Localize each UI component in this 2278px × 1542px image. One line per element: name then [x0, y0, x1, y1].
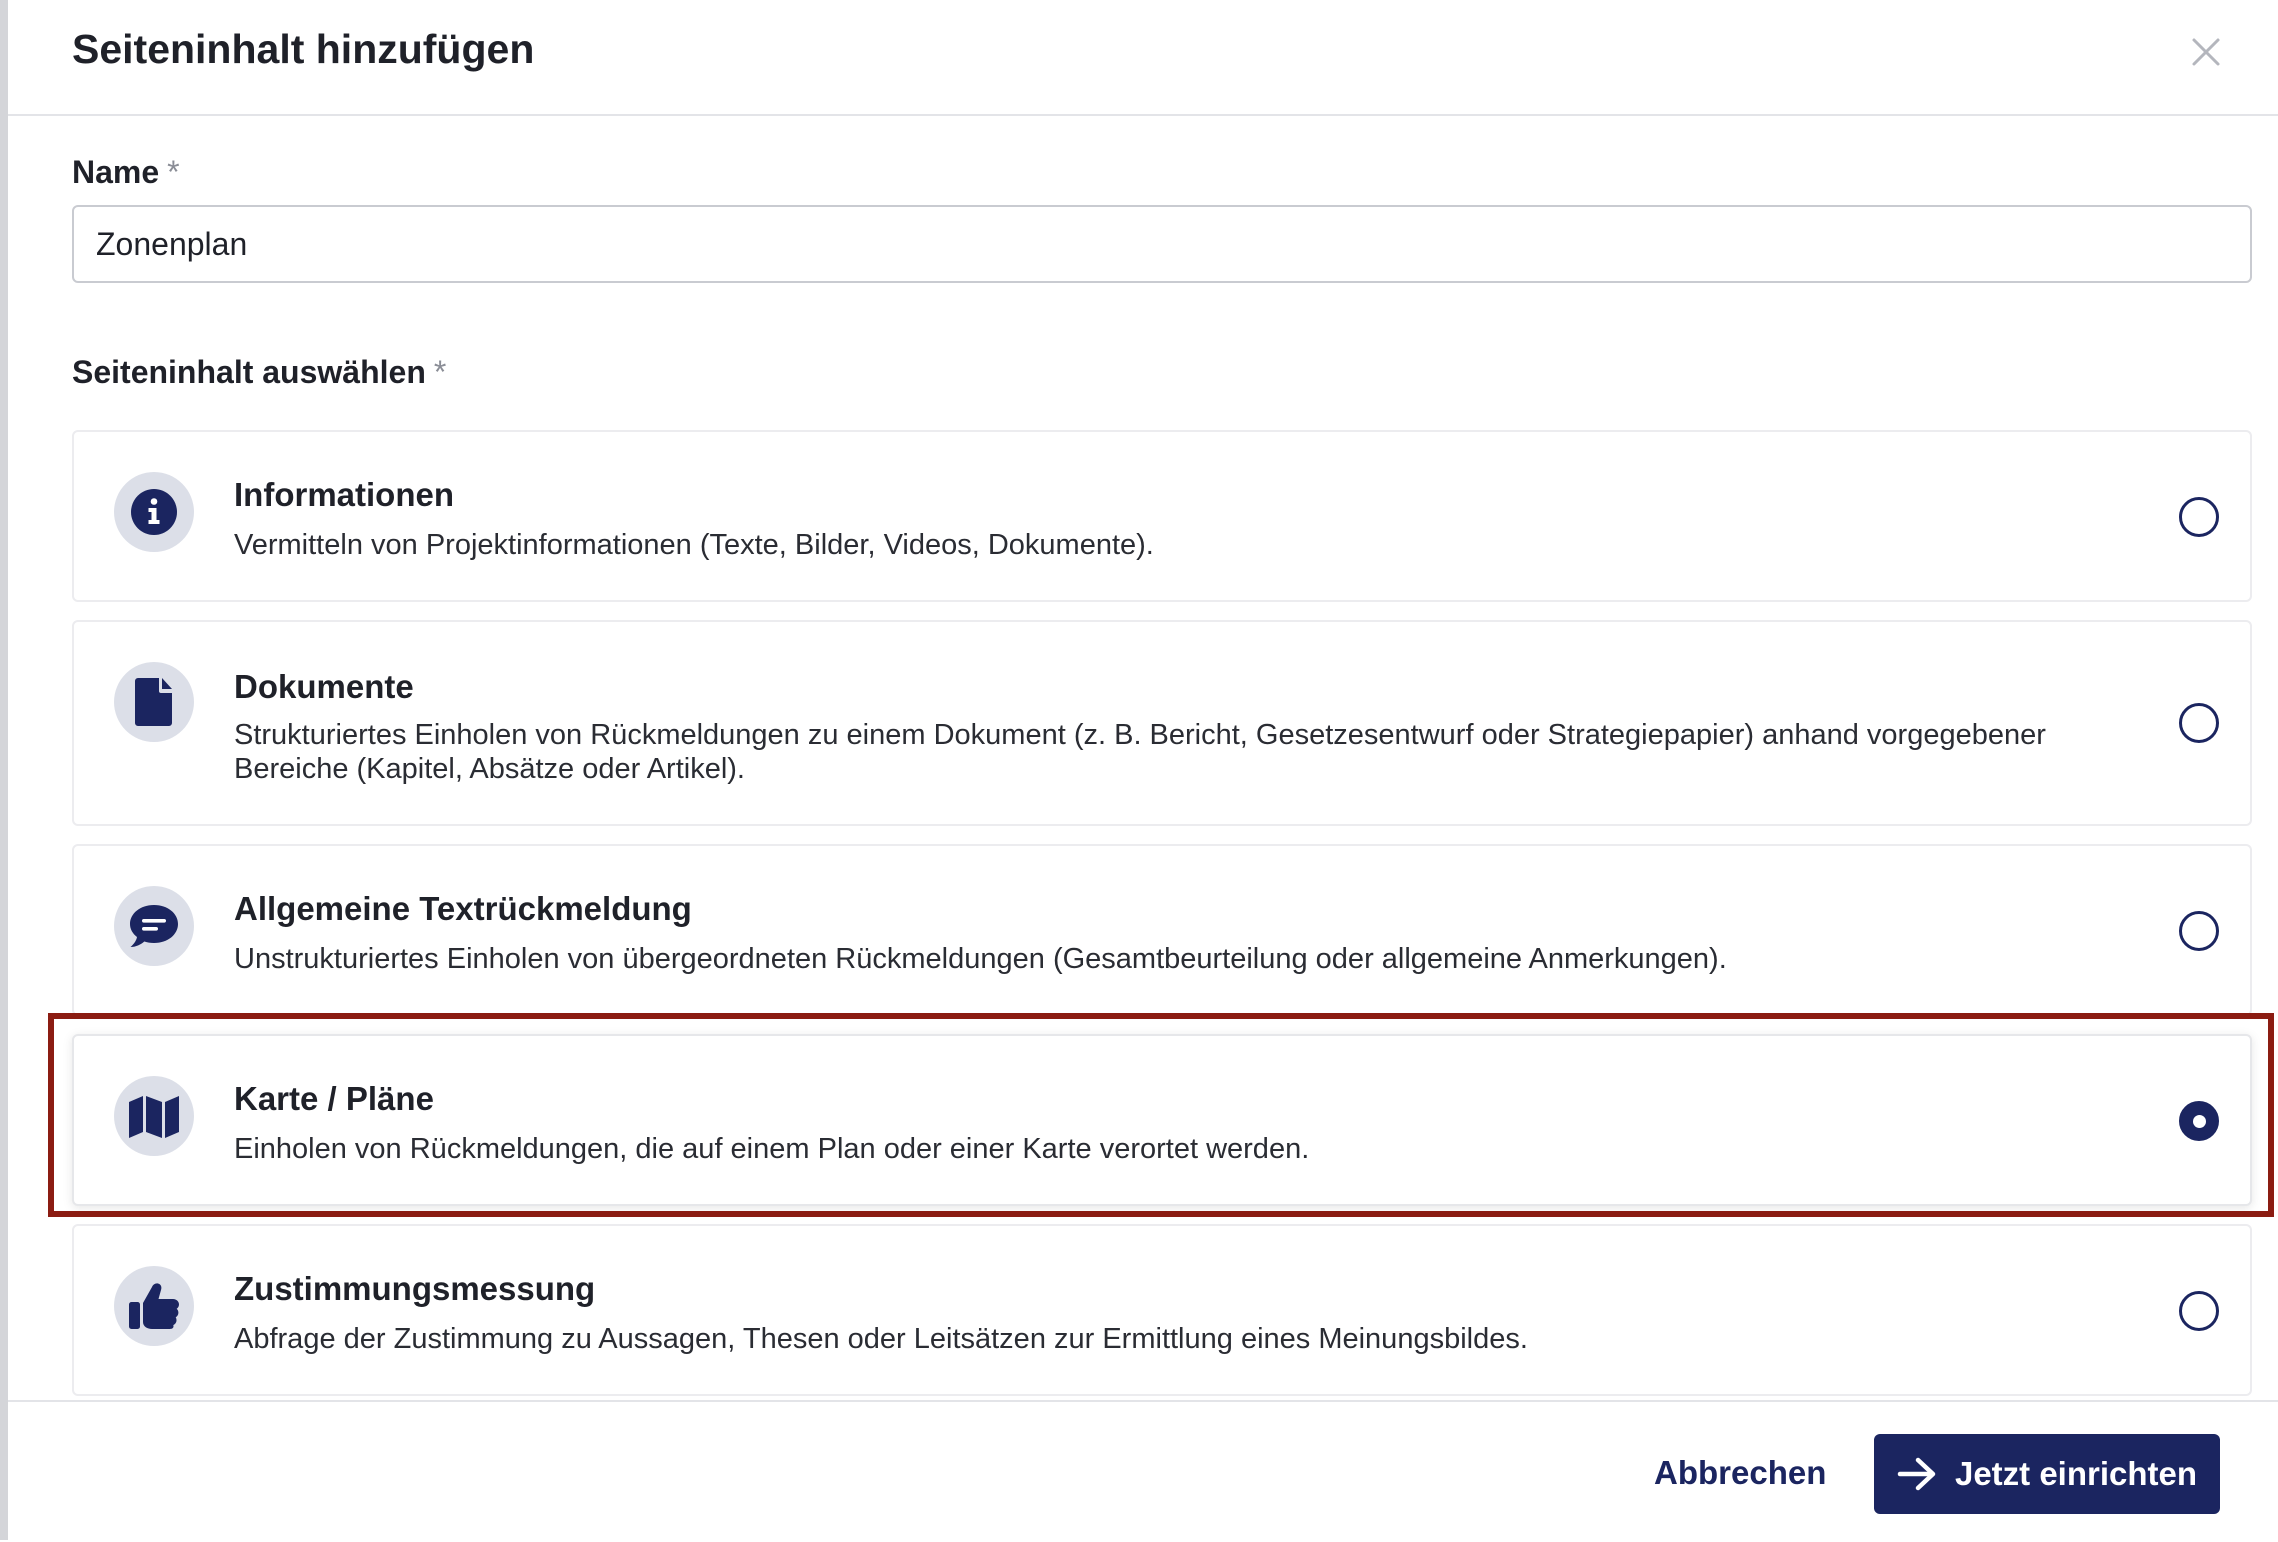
option-icon-badge	[114, 662, 194, 742]
content-select-label-text: Seiteninhalt auswählen	[72, 354, 426, 390]
option-icon-badge	[114, 886, 194, 966]
option-karte-plaene[interactable]	[72, 1034, 2252, 1206]
required-mark: *	[433, 354, 447, 390]
option-radio[interactable]	[2179, 911, 2219, 951]
option-title: Allgemeine Textrückmeldung	[234, 890, 692, 927]
submit-button-label: Jetzt einrichten	[1954, 1455, 2198, 1492]
submit-button[interactable]	[1874, 1434, 2220, 1514]
option-radio[interactable]	[2179, 497, 2219, 537]
cancel-button[interactable]: Abbrechen	[1654, 1454, 1827, 1491]
dialog-title: Seiteninhalt hinzufügen	[72, 26, 535, 72]
required-mark: *	[167, 154, 180, 190]
map-icon	[128, 1094, 180, 1138]
background-edge	[0, 0, 8, 1540]
option-allgemeine-textrueckmeldung[interactable]	[72, 844, 2252, 1016]
comment-icon	[128, 902, 180, 950]
option-radio[interactable]	[2179, 1291, 2219, 1331]
dialog-footer	[8, 1400, 2278, 1542]
option-description: Abfrage der Zustimmung zu Aussagen, Thesen oder Leitsätzen zur Ermittlung eines Meinungsbildes.	[234, 1323, 1528, 1355]
option-icon-badge	[114, 472, 194, 552]
option-radio[interactable]	[2179, 703, 2219, 743]
document-icon	[134, 678, 174, 726]
option-description: Einholen von Rückmeldungen, die auf einem Plan oder einer Karte verortet werden.	[234, 1133, 1310, 1165]
name-label-text: Name	[72, 154, 160, 190]
name-input[interactable]	[72, 205, 2252, 283]
content-select-label	[72, 354, 446, 391]
option-title: Karte / Pläne	[234, 1080, 434, 1117]
option-description: Unstrukturiertes Einholen von übergeordneten Rückmeldungen (Gesamtbeurteilung oder allgemeine Anmerkungen).	[234, 943, 1727, 975]
option-icon-badge	[114, 1266, 194, 1346]
close-button[interactable]	[2184, 30, 2228, 74]
add-page-content-dialog	[8, 0, 2278, 1540]
option-zustimmungsmessung[interactable]	[72, 1224, 2252, 1396]
close-icon	[2184, 30, 2228, 74]
thumbs-up-icon	[128, 1282, 180, 1330]
option-title: Dokumente	[234, 668, 414, 705]
dialog-header	[8, 0, 2278, 116]
name-label	[72, 154, 180, 191]
option-title: Informationen	[234, 476, 454, 513]
option-icon-badge	[114, 1076, 194, 1156]
info-icon	[130, 488, 178, 536]
option-description: Strukturiertes Einholen von Rückmeldungen zu einem Dokument (z. B. Bericht, Gesetzesentwurf oder Strategiepapier) anhand vorgegebener Bereiche (Kapitel, Absätze oder Artikel).	[234, 719, 2046, 785]
option-title: Zustimmungsmessung	[234, 1270, 596, 1307]
option-informationen[interactable]	[72, 430, 2252, 602]
arrow-right-icon	[1897, 1457, 1937, 1491]
option-radio-selected[interactable]	[2179, 1101, 2219, 1141]
option-description: Vermitteln von Projektinformationen (Texte, Bilder, Videos, Dokumente).	[234, 529, 1154, 561]
option-dokumente[interactable]	[72, 620, 2252, 826]
